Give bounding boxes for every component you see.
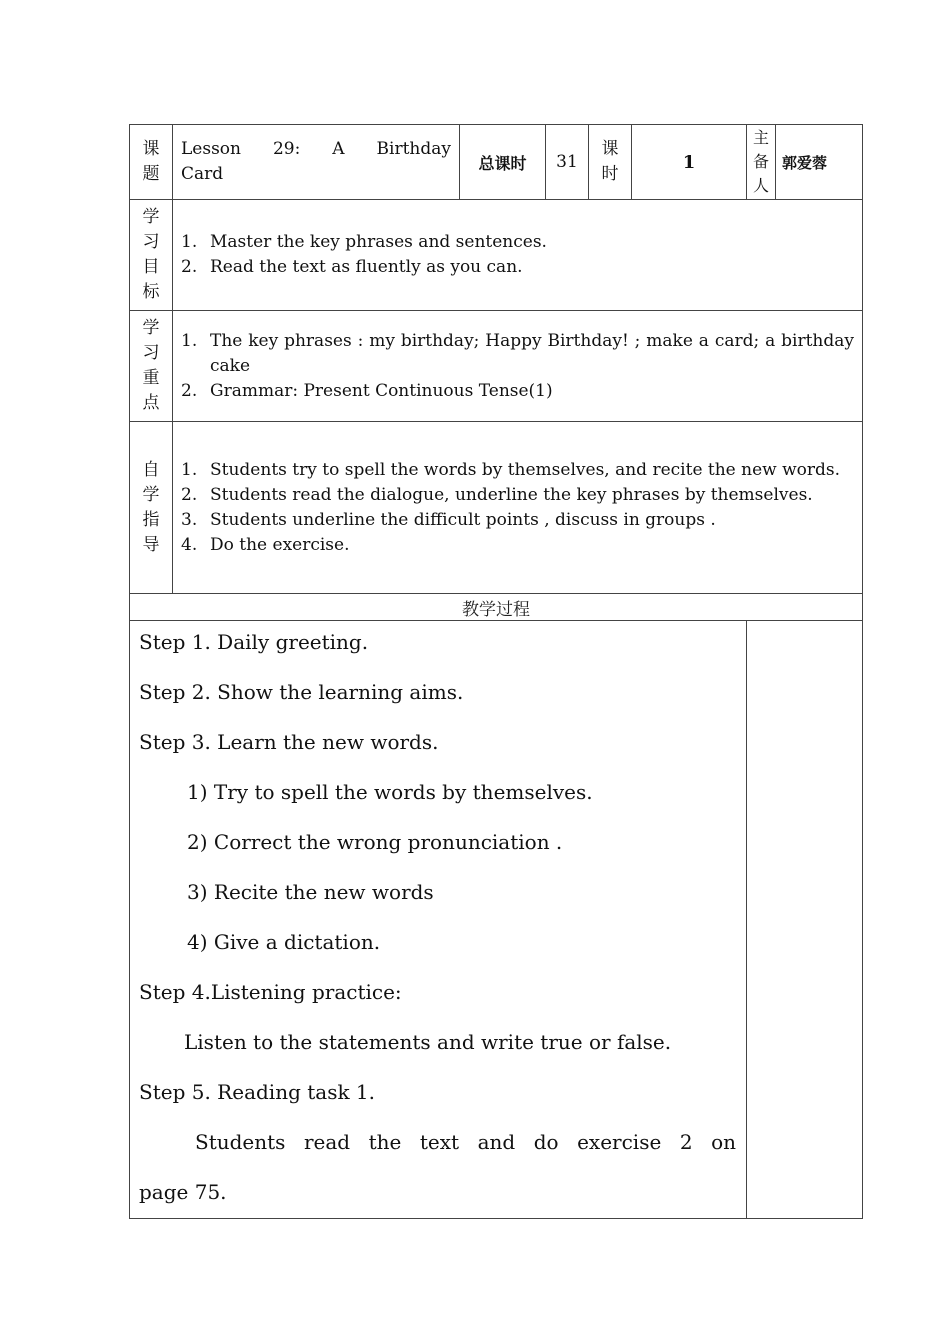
lesson-title (173, 125, 460, 200)
notes-column (747, 621, 863, 1219)
list-item: 2. Read the text as fluently as you can. (181, 257, 523, 277)
step-3-sub-1: 1) Try to spell the words by themselves. (187, 780, 593, 804)
objectives-content (173, 200, 863, 311)
step-5-detail-cont: page 75. (139, 1180, 227, 1204)
process-steps (130, 621, 747, 1219)
objectives-row (130, 200, 863, 311)
header-row (130, 125, 863, 200)
step-3: Step 3. Learn the new words. (139, 730, 439, 754)
process-steps-row (130, 621, 863, 1219)
period-value: 1 (632, 125, 747, 200)
list-item: 1. Students try to spell the words by themselves, and recite the new words. (181, 459, 841, 480)
step-2: Step 2. Show the learning aims. (139, 680, 464, 704)
self-study-content (173, 422, 863, 594)
list-item: 1. The key phrases : my birthday; Happy Birthday! ; make a card; a birthday cake (181, 330, 854, 376)
step-1: Step 1. Daily greeting. (139, 630, 369, 654)
key-points-row (130, 311, 863, 422)
preparer-name: 郭爱蓉 (776, 125, 863, 200)
step-3-sub-3: 3) Recite the new words (187, 880, 434, 904)
objectives-list (173, 230, 862, 280)
lesson-plan-table (129, 124, 863, 1219)
objectives-label: 学 习 目 标 (130, 200, 173, 311)
total-periods-label: 总课时 (460, 125, 546, 200)
key-points-list (173, 329, 862, 404)
key-points-content (173, 311, 863, 422)
lesson-title-line2: Card (181, 164, 224, 184)
self-study-label: 自 学 指 导 (130, 422, 173, 594)
step-3-sub-2: 2) Correct the wrong pronunciation . (187, 830, 563, 854)
self-study-list (173, 458, 862, 558)
list-item: 1. Master the key phrases and sentences. (181, 232, 547, 252)
lesson-title-line1: Lesson 29: A Birthday (181, 139, 451, 159)
total-periods-value: 31 (546, 125, 589, 200)
step-3-sub-4: 4) Give a dictation. (187, 930, 381, 954)
topic-label: 课 题 (130, 125, 173, 200)
step-4-detail: Listen to the statements and write true or false. (184, 1030, 672, 1054)
list-item: 2. Students read the dialogue, underline the key phrases by themselves. (181, 484, 813, 505)
list-item: 2. Grammar: Present Continuous Tense(1) (181, 380, 553, 401)
list-item: 4. Do the exercise. (181, 534, 350, 555)
period-label: 课 时 (589, 125, 632, 200)
step-5-detail: Students read the text and do exercise 2 on (195, 1130, 736, 1154)
step-4: Step 4.Listening practice: (139, 980, 402, 1004)
list-item: 3. Students underline the difficult points , discuss in groups . (181, 509, 716, 530)
lesson-plan-page (129, 124, 862, 1219)
self-study-row (130, 422, 863, 594)
process-heading-row (130, 594, 863, 621)
step-5: Step 5. Reading task 1. (139, 1080, 376, 1104)
preparer-label: 主 备 人 (747, 125, 776, 200)
key-points-label: 学 习 重 点 (130, 311, 173, 422)
process-heading: 教学过程 (130, 594, 863, 621)
